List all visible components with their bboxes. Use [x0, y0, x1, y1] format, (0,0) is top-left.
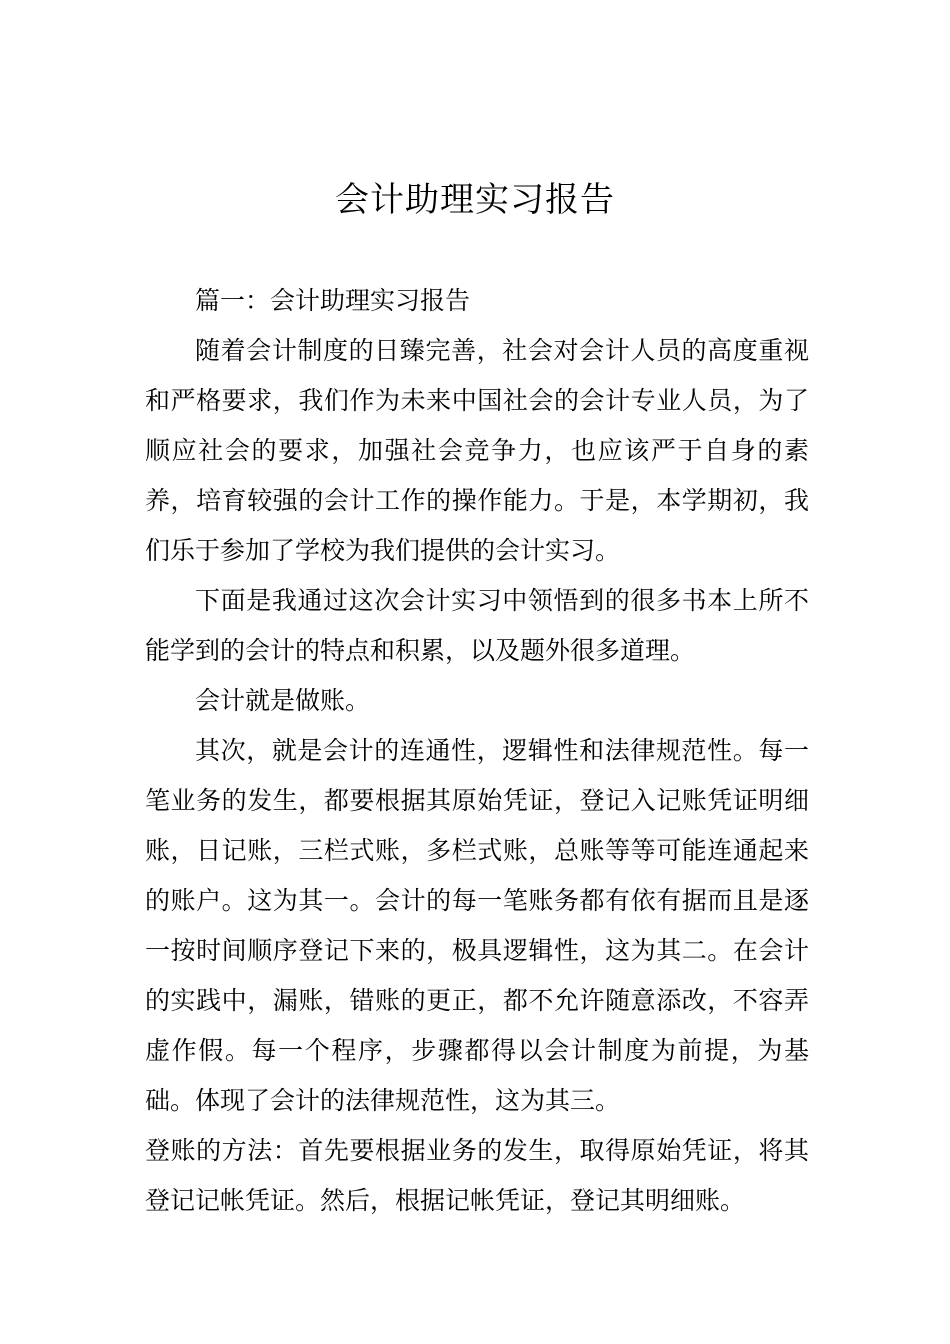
section-heading: 篇一：会计助理实习报告 — [195, 286, 471, 315]
paragraph-intro: 随着会计制度的日臻完善，社会对会计人员的高度重视和严格要求，我们作为未来中国社会的会计专业人员，为了顺应社会的要求，加强社会竞争力，也应该严于自身的素养，培育较强的会计工作的操作能力。于是，本学期初，我们乐于参加了学校为我们提供的会计实习。 — [145, 336, 809, 565]
paragraph-overview: 下面是我通过这次会计实习中领悟到的很多书本上所不能学到的会计的特点和积累，以及题外很多道理。 — [145, 586, 809, 665]
paragraph-definition: 会计就是做账。 — [195, 686, 371, 715]
paragraph-characteristics: 其次，就是会计的连通性，逻辑性和法律规范性。每一笔业务的发生，都要根据其原始凭证，登记入记账凭证明细账，日记账，三栏式账，多栏式账，总账等等可能连通起来的账户。这为其一。会计的每一笔账务都有依有据而且是逐一按时间顺序登记下来的，极具逻辑性，这为其二。在会计的实践中，漏账，错账的更正，都不允许随意添改，不容弄虚作假。每一个程序，步骤都得以会计制度为前提，为基础。体现了会计的法律规范性，这为其三。 — [145, 736, 809, 1115]
document-title: 会计助理实习报告 — [335, 180, 615, 220]
paragraph-method: 登账的方法：首先要根据业务的发生，取得原始凭证，将其登记记帐凭证。然后，根据记帐凭证，登记其明细账。 — [145, 1136, 809, 1215]
document-body — [145, 276, 809, 1226]
